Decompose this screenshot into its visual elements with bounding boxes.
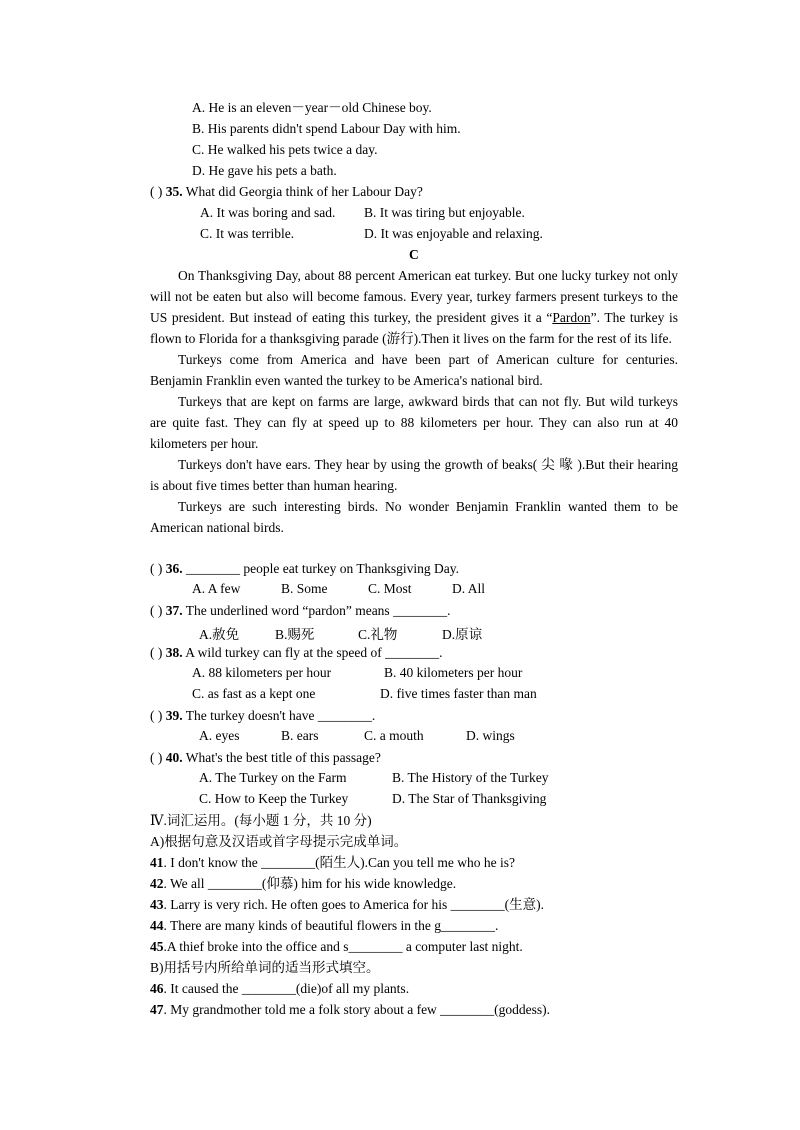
passage-c <box>150 265 678 538</box>
question-36 <box>150 560 459 578</box>
q40-option-c: C. How to Keep the Turkey <box>199 791 349 806</box>
q37-option-b: B.赐死 <box>275 627 315 642</box>
question-40 <box>150 749 381 767</box>
q38-option-a: A. 88 kilometers per hour <box>192 665 332 680</box>
question-number: 37. <box>165 603 183 618</box>
part-b-instruction: B)用括号内所给单词的适当形式填空。 <box>150 960 380 975</box>
vocab-item-45: 45.A thief broke into the office and s________ a computer last night. <box>150 939 523 954</box>
q36-option-b: B. Some <box>281 581 328 596</box>
question-number: 36. <box>165 561 183 576</box>
q35-option-a: A. It was boring and sad. <box>200 205 336 220</box>
passage-paragraph-2: Turkeys come from America and have been part of American culture for centuries. Benjamin Franklin even wanted the turkey to be America's national bird. <box>150 352 678 388</box>
answer-bracket[interactable]: ( ) <box>150 603 163 618</box>
question-text: The turkey doesn't have ________. <box>185 708 376 723</box>
q34-option-a: A. He is an eleven－year－old Chinese boy. <box>192 100 432 115</box>
question-39 <box>150 707 375 725</box>
q34-option-c: C. He walked his pets twice a day. <box>192 142 378 157</box>
question-35 <box>150 183 423 201</box>
question-text: What did Georgia think of her Labour Day? <box>185 184 423 199</box>
q39-option-a: A. eyes <box>199 728 240 743</box>
vocab-item-43: 43. Larry is very rich. He often goes to America for his ________(生意). <box>150 897 545 912</box>
question-number: 38. <box>165 645 183 660</box>
passage-paragraph-4: Turkeys don't have ears. They hear by using the growth of beaks( 尖 喙 ).But their hearing is about five times better than human hearing. <box>150 457 678 493</box>
underlined-word: Pardon <box>552 310 591 325</box>
vocab-item-44: 44. There are many kinds of beautiful flowers in the g________. <box>150 918 499 933</box>
vocab-item-46: 46. It caused the ________(die)of all my plants. <box>150 981 410 996</box>
q36-option-d: D. All <box>452 581 486 596</box>
question-number: 35. <box>165 184 183 199</box>
vocab-item-41: 41. I don't know the ________(陌生人).Can you tell me who he is? <box>150 855 516 870</box>
q36-option-a: A. A few <box>192 581 241 596</box>
answer-bracket[interactable]: ( ) <box>150 561 163 576</box>
answer-bracket[interactable]: ( ) <box>150 184 163 199</box>
question-text: A wild turkey can fly at the speed of ________. <box>185 645 443 660</box>
passage-paragraph-5: Turkeys are such interesting birds. No wonder Benjamin Franklin wanted them to be American national birds. <box>150 499 678 535</box>
question-number: 39. <box>165 708 183 723</box>
q36-option-c: C. Most <box>368 581 412 596</box>
q37-option-d: D.原谅 <box>442 627 483 642</box>
q35-option-d: D. It was enjoyable and relaxing. <box>364 226 543 241</box>
q38-option-b: B. 40 kilometers per hour <box>384 665 523 680</box>
q35-option-b: B. It was tiring but enjoyable. <box>364 205 525 220</box>
q39-option-c: C. a mouth <box>364 728 424 743</box>
answer-bracket[interactable]: ( ) <box>150 645 163 660</box>
section-c-heading: C <box>409 247 419 262</box>
section-iv-heading: Ⅳ.词汇运用。(每小题 1 分，共 10 分) <box>150 813 372 828</box>
q40-option-a: A. The Turkey on the Farm <box>199 770 347 785</box>
q37-option-a: A.赦免 <box>199 627 240 642</box>
q38-option-d: D. five times faster than man <box>380 686 537 701</box>
vocab-item-42: 42. We all ________(仰慕) him for his wide knowledge. <box>150 876 457 891</box>
passage-paragraph-1: On Thanksgiving Day, about 88 percent American eat turkey. But one lucky turkey not only will not be eaten but also will become famous. Every year, turkey farmers present turkeys to the US president. But instead of eating this turkey, the president gives it a “Pardon”. The turkey is flown to Florida for a thanksgiving parade (游行).Then it lives on the farm for the rest of its life. <box>150 268 678 346</box>
question-text: ________ people eat turkey on Thanksgiving Day. <box>186 561 459 576</box>
q34-option-b: B. His parents didn't spend Labour Day with him. <box>192 121 461 136</box>
q37-option-c: C.礼物 <box>358 627 398 642</box>
q39-option-d: D. wings <box>466 728 515 743</box>
q40-option-d: D. The Star of Thanksgiving <box>392 791 547 806</box>
q34-option-d: D. He gave his pets a bath. <box>192 163 337 178</box>
q39-option-b: B. ears <box>281 728 319 743</box>
q38-option-c: C. as fast as a kept one <box>192 686 316 701</box>
question-38 <box>150 644 442 662</box>
question-number: 40. <box>165 750 183 765</box>
part-a-instruction: A)根据句意及汉语或首字母提示完成单词。 <box>150 834 408 849</box>
question-text: The underlined word “pardon” means ________. <box>185 603 451 618</box>
q35-option-c: C. It was terrible. <box>200 226 295 241</box>
passage-paragraph-3: Turkeys that are kept on farms are large, awkward birds that can not fly. But wild turkeys are quite fast. They can fly at speed up to 88 kilometers per hour. They can also run at 40 kilometers per hour. <box>150 394 678 451</box>
answer-bracket[interactable]: ( ) <box>150 708 163 723</box>
vocab-item-47: 47. My grandmother told me a folk story about a few ________(goddess). <box>150 1002 551 1017</box>
question-37 <box>150 602 450 620</box>
q40-option-b: B. The History of the Turkey <box>392 770 549 785</box>
question-text: What's the best title of this passage? <box>185 750 381 765</box>
answer-bracket[interactable]: ( ) <box>150 750 163 765</box>
